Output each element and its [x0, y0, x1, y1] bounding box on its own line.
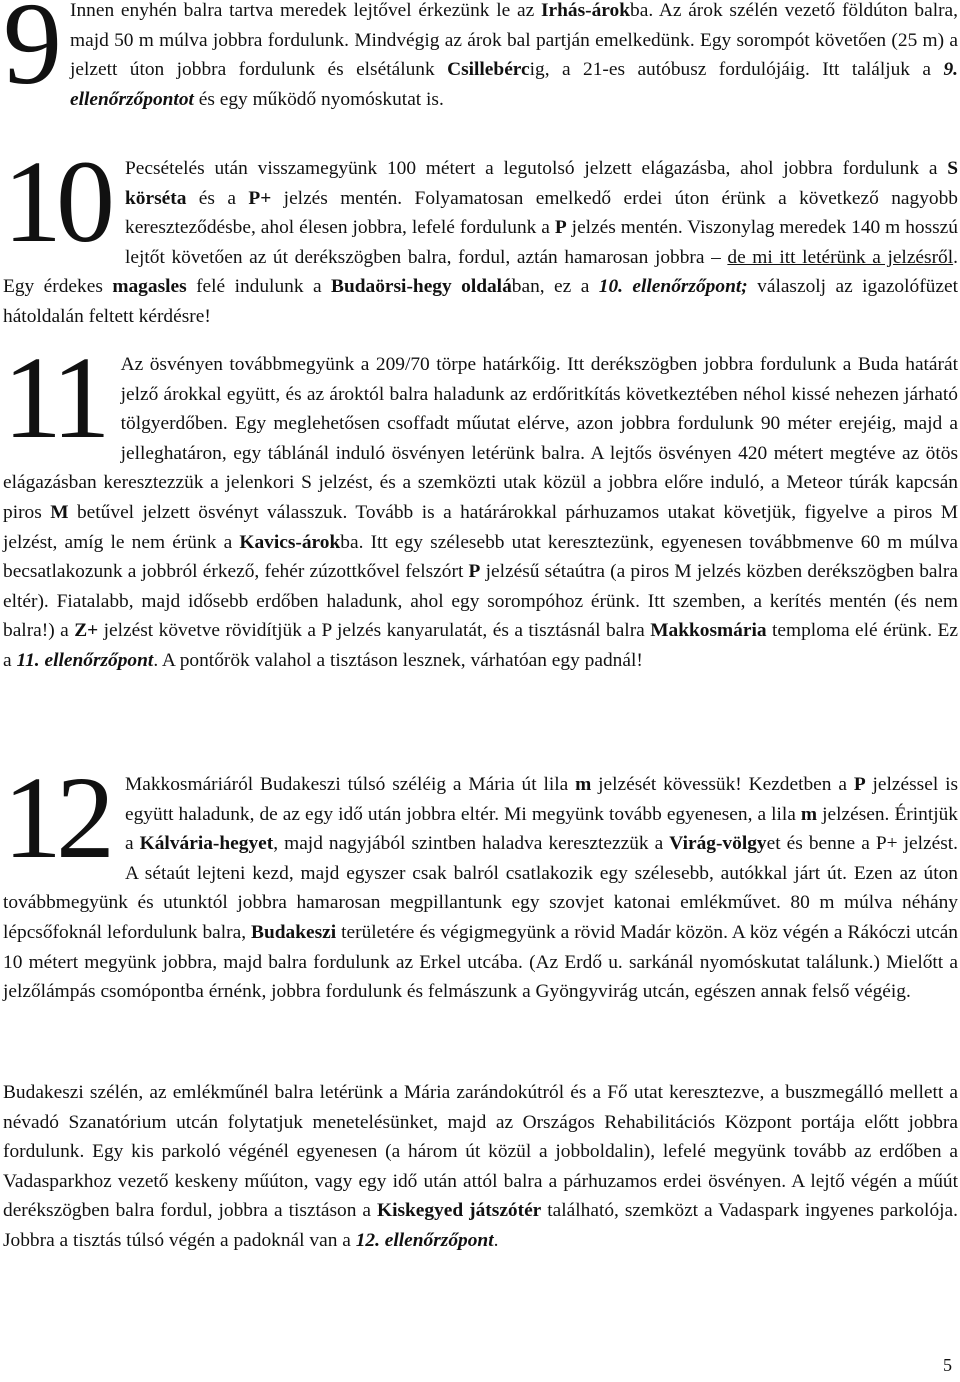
place-budaorsi-hegy: Budaörsi-hegy oldalá: [331, 276, 512, 298]
text: Pecsételés után visszamegyünk 100 métert a legutolsó jelzett elágazásba, ahol jobbra fordulunk a: [125, 158, 948, 179]
place-budakeszi: Budakeszi: [251, 921, 337, 943]
text: temploma elé érünk. Ez a: [3, 620, 958, 671]
trail-z-plus: Z+: [74, 620, 99, 642]
text: található, szemközt a Vadaspark ingyenes parkolója. Jobbra a tisztás túlsó végén a padoknál van a: [3, 1200, 958, 1251]
text: Budakeszi szélén, az emlékműnél balra letérünk a Mária zarándokútról és a Fő utat keresztezve, a buszmegálló mellett a névadó Szanatórium utcán folytatjuk menetelésünket, majd az Országos Rehabilitációs Központ portája előtt jobbra fordulunk. Egy kis parkoló végénél egyenesen (a három út közül a jobboldalin), lefelé megyünk tovább az erdőben a Vadasparkhoz vezető keskeny műúton, vagy egy idő után attól balra a párhuzamos erdei ösvényen. A lejtő végén a műút derékszögben balra fordul, jobbra a tisztáson a: [3, 1082, 958, 1222]
section-12-number: 12: [3, 752, 109, 883]
text: jelzést követve rövidítjük a P jelzés kanyarulatát, és a tisztásnál balra: [98, 620, 651, 642]
text: ban, ez a: [511, 276, 599, 298]
place-makkosmaria: Makkosmária: [650, 620, 767, 642]
trail-m: M: [50, 501, 69, 523]
place-irhas-arok: Irhás-árok: [540, 0, 631, 21]
text: ba. Itt egy szélesebb utat keresztezünk, egyenesen továbbmenve 60 m múlva becsatlakozunk a jobbról érkező, fehér zúzottkővel felszórt: [3, 531, 959, 583]
checkpoint-10: 10. ellenőrzőpont;: [598, 276, 748, 298]
place-kalvaria-hegy: Kálvária-hegyet: [139, 833, 274, 855]
checkpoint-12: 12. ellenőrzőpont: [355, 1229, 494, 1251]
trail-p-plus: P+: [248, 187, 272, 209]
final-paragraph: [3, 1078, 958, 1256]
text: jelzés mentén. Viszonylag meredek 140 m hosszú lejtőt követően az út derékszögben balra, fordul, aztán hamarosan jobbra –: [125, 217, 958, 268]
text: jelzés mentén. Folyamatosan emelkedő erdei úton érünk a következő nagyobb kereszteződésbe, ahol élesen jobbra, lefelé fordulunk a: [125, 187, 958, 239]
place-kavics-arok: Kavics-árok: [239, 531, 341, 553]
text: , majd nagyjából szintben haladva keresztezzük a: [273, 833, 670, 855]
text: jelzését kövessük! Kezdetben a: [591, 774, 854, 795]
text: válaszolj az igazolófüzet hátoldalán feltett kérdésre!: [3, 276, 958, 327]
section-9-paragraph: [3, 0, 958, 114]
underlined-note: de mi itt letérünk a jelzésről: [727, 246, 954, 268]
text: Az ösvényen továbbmegyünk a 209/70 törpe határkőig. Itt derékszögben jobbra fordulunk a Buda határát jelző árokkal együtt, és az ároktól balra haladunk az erdőritkítás következtében néhol kissé nehezen járható tölgyerdőben. Egy meglehetősen csoffadt műutat elérve, azon jobbra fordulunk 90 méter erejéig, majd a jelleghatáron, egy táblánál induló ösvényen letérünk balra. A lejtős ösvényen 420 métert megtéve az ötös elágazásban keresztezzük a jelenkori S jelzést, és a szemközti utak közül a jobbra előre induló, a Meteor túrák kapcsán piros: [3, 354, 958, 523]
text: felé indulunk a: [186, 276, 332, 298]
text: ba. Az árok szélén vezető földúton balra, majd 50 m múlva jobbra fordulunk. Mindvégig az árok bal partján emelkedünk. Egy sorompót követően (25 m) a jelzett úton jobbra fordulunk és elsétálunk: [70, 0, 958, 81]
trail-m-lila: m: [575, 774, 592, 795]
checkpoint-9: 9. ellenőrzőpontot: [70, 59, 958, 110]
text: . Egy érdekes: [3, 246, 958, 298]
trail-p: P: [853, 774, 866, 795]
section-10-paragraph: [3, 136, 958, 332]
checkpoint-11: 11. ellenőrzőpont: [16, 649, 154, 671]
page-number: 5: [943, 1355, 952, 1375]
text: jelzésű sétaútra (a piros M jelzés közben derékszögben balra eltér). Fiatalabb, majd idősebb erdőben haladunk, ahol egy sorompóhoz érünk. Itt szemben, a kerítés mentén (és nem balra!) a: [3, 561, 958, 642]
text: jelzésen. Érintjük a: [125, 803, 958, 855]
text: területére és végigmegyünk a rövid Madár közön. A köz végén a Rákóczi utcán 10 métert megyünk jobbra, majd balra fordulunk az Erkel utcába. (Az Erdő u. sarkánál nyomóskutat találunk.) Mielőtt a jelzőlámpás csomópontba érnénk, jobbra fordulunk és felmászunk a Gyöngyvirág utcán, egészen annak felső végéig.: [3, 921, 958, 1003]
place-kiskegyed-jatszoter: Kiskegyed játszótér: [377, 1200, 542, 1222]
section-9-number: 9: [3, 0, 56, 109]
trail-s-korseta: S körséta: [125, 158, 958, 209]
text: . A pontőrök valahol a tisztáson lesznek, várhatóan egy padnál!: [153, 649, 643, 671]
section-11-number: 11: [3, 332, 105, 463]
text: ig, a 21-es autóbusz fordulójáig. Itt találjuk a: [529, 59, 944, 81]
place-virag-volgy: Virág-völgy: [669, 833, 767, 855]
place-csillebérc: Csillebérc: [447, 59, 530, 81]
text: és a: [186, 187, 249, 209]
section-11-paragraph: [3, 332, 959, 676]
text: Makkosmáriáról Budakeszi túlsó széléig a Mária út lila: [125, 774, 576, 795]
trail-p: P: [554, 217, 567, 239]
section-12-paragraph: [3, 752, 958, 1007]
trail-p: P: [468, 561, 481, 583]
text: Innen enyhén balra tartva meredek lejtővel érkezünk le az: [70, 0, 541, 21]
section-10-number: 10: [3, 136, 109, 267]
text: betűvel jelzett ösvényt válasszuk. Tovább is a határárokkal párhuzamos utakat követjük, figyelve a piros M jelzést, amíg le nem érünk a: [3, 501, 958, 553]
text: jelzéssel is együtt haladunk, de az egy idő után jobbra eltér. Mi megyünk tovább egyenesen, a lila: [125, 774, 958, 825]
text: et és benne a P+ jelzést. A sétaút lejteni kezd, majd egyszer csak balról csatlakozik egy szélesebb, autókkal járt út. Ezen az úton továbbmegyünk és utunktól jobbra hamarosan megpillantunk egy szovjet katonai emlékművet. 80 m múlva néhány lépcsőfoknál lefordulunk balra,: [3, 833, 958, 943]
text: .: [493, 1229, 499, 1251]
place-magasles: magasles: [112, 276, 187, 298]
trail-m-lila: m: [800, 803, 818, 825]
text: és egy működő nyomóskutat is.: [193, 88, 444, 110]
